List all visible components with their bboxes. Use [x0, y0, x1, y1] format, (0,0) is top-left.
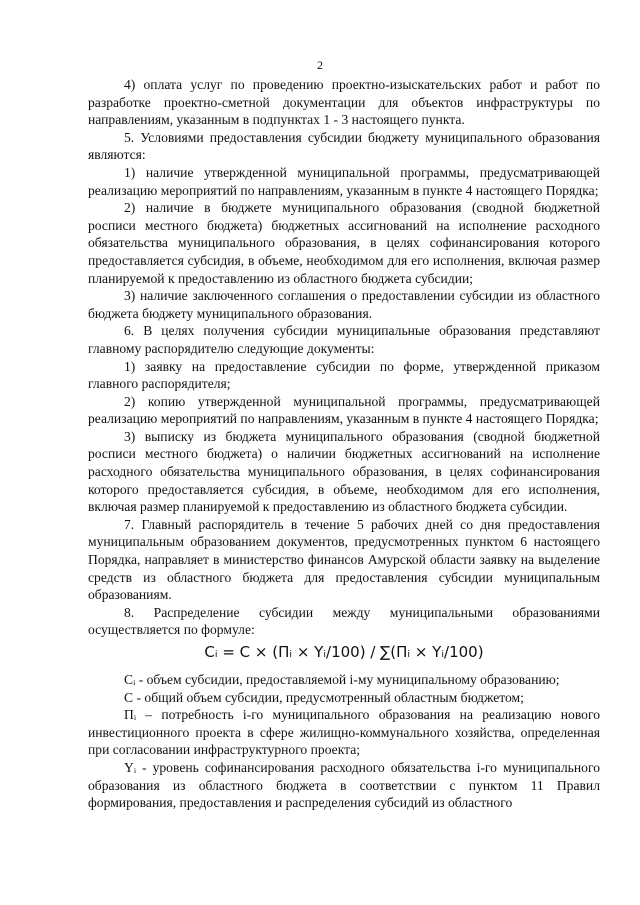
- paragraph-5-item-1: 1) наличие утвержденной муниципальной программы, предусматривающей реализацию мероприятий по направлениям, указанным в пункте 4 настоящего Порядка;: [88, 164, 600, 198]
- paragraph-4-item-4: 4) оплата услуг по проведению проектно-изыскательских работ и работ по разработке проектно-сметной документации для объектов инфраструктуры по направлениям, указанным в подпунктах 1 - 3 настоящего пункта.: [88, 77, 600, 128]
- paragraph-5-item-2: 2) наличие в бюджете муниципального образования (сводной бюджетной росписи местного бюджета) бюджетных ассигнований на исполнение расходного обязательства муниципального образования, в целях софинансирования которого предоставляется субсидия, в объеме, необходимом для его исполнения, включая размер планируемой к предоставлению из областного бюджета субсидии;: [88, 200, 600, 286]
- paragraph-8: 8. Распределение субсидии между муниципальными образованиями осуществляется по формуле:: [88, 604, 600, 638]
- paragraph-5: 5. Условиями предоставления субсидии бюджету муниципального образования являются:: [88, 129, 600, 163]
- paragraph-5-item-3: 3) наличие заключенного соглашения о предоставлении субсидии из областного бюджета бюджету муниципального образования.: [88, 288, 600, 321]
- distribution-formula: Cᵢ = C × (Пᵢ × Yᵢ/100) / ∑(Пᵢ × Yᵢ/100): [204, 643, 484, 661]
- document-body: [88, 76, 600, 812]
- paragraph-6-item-3: 3) выписку из бюджета муниципального образования (сводной бюджетной росписи местного бюджета) о наличии бюджетных ассигнований на исполнение расходного обязательства муниципального образования, в целях софинансирования которого предоставляется субсидия, в объеме, необходимом для его исполнения, включая размер планируемой к предоставлению из областного бюджета субсидии.: [88, 428, 600, 515]
- definition-pi: Пᵢ – потребность i-го муниципального образования на реализацию нового инвестиционного проекта в сфере жилищно-коммунального хозяйства, определенная при согласовании инфраструктурного проекта;: [88, 707, 600, 758]
- paragraph-6: 6. В целях получения субсидии муниципальные образования представляют главному распорядителю следующие документы:: [88, 323, 600, 356]
- definition-c: C - общий объем субсидии, предусмотренный областным бюджетом;: [124, 689, 524, 705]
- page-number: 2: [317, 58, 323, 72]
- paragraph-6-item-2: 2) копию утвержденной муниципальной программы, предусматривающей реализацию мероприятий по направлениям, указанным в пункте 4 настоящего Порядка;: [88, 393, 600, 427]
- paragraph-6-item-1: 1) заявку на предоставление субсидии по форме, утвержденной приказом главного распорядителя;: [88, 358, 600, 392]
- paragraph-7: 7. Главный распорядитель в течение 5 рабочих дней со дня предоставления муниципальным образованием документов, предусмотренных пунктом 6 настоящего Порядка, направляет в министерство финансов Амурской области заявку на выделение средств из областного бюджета для предоставления субсидии муниципальным образованиям.: [88, 516, 600, 603]
- definition-ci: Cᵢ - объем субсидии, предоставляемой i-му муниципальному образованию;: [124, 672, 560, 687]
- definition-yi: Yᵢ - уровень софинансирования расходного обязательства i-го муниципального образования из областного бюджета в соответствии с пунктом 11 Правил формирования, предоставления и распределения субсидий из областного: [88, 759, 600, 811]
